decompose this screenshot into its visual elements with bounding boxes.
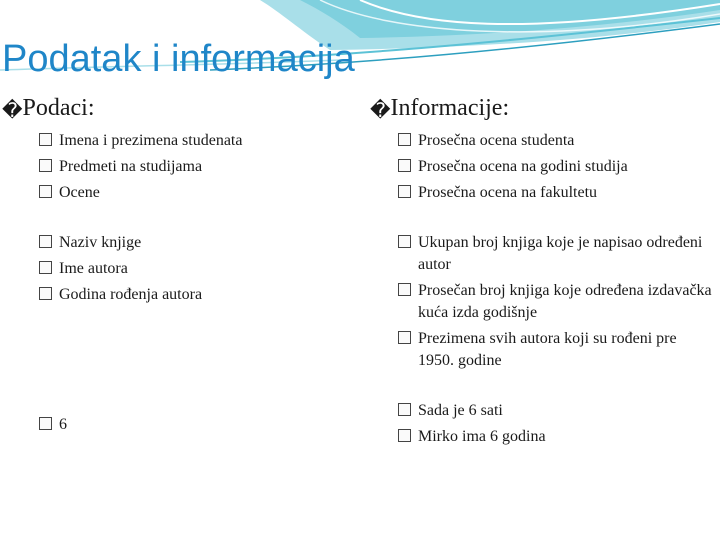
information-heading-label: Informacije: — [390, 95, 510, 121]
bullet-box-icon — [39, 417, 52, 430]
data-group-books — [2, 232, 342, 310]
list-item: Prezimena svih autora koji su rođeni pre 1950. godine — [370, 328, 716, 372]
list-item: Prosečna ocena na godini studija — [370, 156, 716, 178]
data-group-number — [2, 414, 342, 440]
bullet-box-icon — [39, 235, 52, 248]
bullet-box-icon — [39, 261, 52, 274]
data-group-students — [2, 130, 342, 208]
bullet-box-icon — [398, 331, 411, 344]
information-column — [370, 94, 716, 445]
list-item: Mirko ima 6 godina — [370, 426, 716, 448]
list-item: 6 — [2, 414, 342, 436]
list-item: Sada je 6 sati — [370, 400, 716, 422]
bullet-box-icon — [39, 185, 52, 198]
slide-title: Podatak i informacija — [2, 38, 355, 80]
information-group-students — [370, 130, 716, 208]
bullet-box-icon — [398, 403, 411, 416]
bullet-box-icon — [398, 133, 411, 146]
data-column — [2, 94, 342, 433]
bullet-box-icon — [398, 185, 411, 198]
information-group-books — [370, 232, 716, 376]
list-item: Ukupan broj knjiga koje je napisao određeni autor — [370, 232, 716, 276]
list-item: Imena i prezimena studenata — [2, 130, 342, 152]
information-heading — [370, 94, 716, 122]
heading-marker-icon: � — [370, 98, 391, 122]
list-item: Predmeti na studijama — [2, 156, 342, 178]
information-group-number — [370, 400, 716, 452]
list-item: Godina rođenja autora — [2, 284, 342, 306]
list-item: Prosečan broj knjiga koje određena izdavačka kuća izda godišnje — [370, 280, 716, 324]
bullet-box-icon — [398, 429, 411, 442]
list-item: Ime autora — [2, 258, 342, 280]
heading-marker-icon: � — [2, 98, 23, 122]
list-item: Naziv knjige — [2, 232, 342, 254]
bullet-box-icon — [39, 287, 52, 300]
bullet-box-icon — [398, 159, 411, 172]
bullet-box-icon — [39, 133, 52, 146]
bullet-box-icon — [398, 235, 411, 248]
data-heading — [2, 94, 342, 122]
data-heading-label: Podaci: — [22, 95, 95, 121]
bullet-box-icon — [398, 283, 411, 296]
list-item: Prosečna ocena na fakultetu — [370, 182, 716, 204]
list-item: Ocene — [2, 182, 342, 204]
list-item: Prosečna ocena studenta — [370, 130, 716, 152]
bullet-box-icon — [39, 159, 52, 172]
